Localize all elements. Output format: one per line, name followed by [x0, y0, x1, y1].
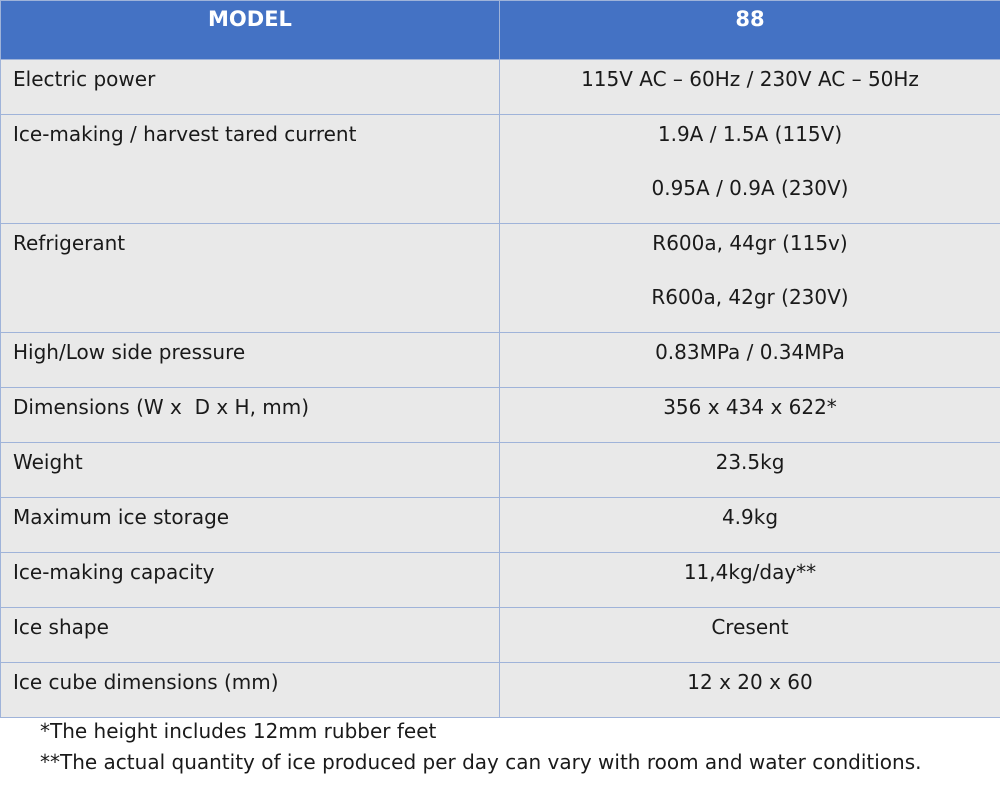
row-value: 12 x 20 x 60 — [687, 670, 813, 694]
row-value-cell — [500, 60, 1000, 115]
row-value: R600a, 42gr (230V) — [651, 285, 849, 309]
row-value-cell — [500, 388, 1000, 443]
row-value-cell — [500, 553, 1000, 608]
table-row — [1, 608, 1000, 663]
footnote-height: *The height includes 12mm rubber feet — [40, 719, 437, 743]
row-value-cell — [500, 224, 1000, 333]
header-row — [1, 1, 1000, 60]
row-label-cell — [1, 224, 500, 333]
row-label: Ice-making / harvest tared current — [13, 122, 357, 146]
row-value: 115V AC – 60Hz / 230V AC – 50Hz — [581, 67, 919, 91]
table-row — [1, 553, 1000, 608]
row-value: 356 x 434 x 622* — [663, 395, 837, 419]
header-model — [1, 1, 500, 60]
footnote-capacity: **The actual quantity of ice produced per day can vary with room and water conditions. — [40, 750, 922, 774]
row-value-cell — [500, 333, 1000, 388]
row-value-cell — [500, 663, 1000, 718]
row-label-cell — [1, 333, 500, 388]
row-value: 11,4kg/day** — [683, 560, 817, 584]
row-label: Dimensions (W x D x H, mm) — [13, 395, 310, 419]
row-value-cell — [500, 498, 1000, 553]
row-label: Ice shape — [13, 615, 109, 639]
row-label-cell — [1, 498, 500, 553]
table-row — [1, 663, 1000, 718]
row-label: Weight — [13, 450, 83, 474]
row-value-cell — [500, 115, 1000, 224]
row-value-cell — [500, 608, 1000, 663]
row-label: High/Low side pressure — [13, 340, 246, 364]
row-label-cell — [1, 608, 500, 663]
table-row — [1, 443, 1000, 498]
row-label-cell — [1, 388, 500, 443]
header-model-number-label: 88 — [735, 7, 765, 31]
table-row — [1, 333, 1000, 388]
row-value: 4.9kg — [721, 505, 779, 529]
row-label-cell — [1, 443, 500, 498]
table-row — [1, 498, 1000, 553]
row-label: Electric power — [13, 67, 156, 91]
row-label-cell — [1, 663, 500, 718]
table-row — [1, 224, 1000, 333]
row-value: 0.95A / 0.9A (230V) — [651, 176, 849, 200]
header-model-number — [500, 1, 1000, 60]
row-label-cell — [1, 60, 500, 115]
row-value: Cresent — [711, 615, 789, 639]
header-model-label: MODEL — [208, 7, 292, 31]
footnotes — [40, 716, 922, 778]
row-label-cell — [1, 115, 500, 224]
table-row — [1, 60, 1000, 115]
row-value: 23.5kg — [715, 450, 785, 474]
row-value: 1.9A / 1.5A (115V) — [657, 122, 843, 146]
row-label: Maximum ice storage — [13, 505, 230, 529]
row-label: Ice-making capacity — [13, 560, 215, 584]
table-row — [1, 115, 1000, 224]
row-value: R600a, 44gr (115v) — [652, 231, 848, 255]
row-label-cell — [1, 553, 500, 608]
table-row — [1, 388, 1000, 443]
row-value: 0.83MPa / 0.34MPa — [655, 340, 845, 364]
row-value-cell — [500, 443, 1000, 498]
row-label: Ice cube dimensions (mm) — [13, 670, 279, 694]
row-label: Refrigerant — [13, 231, 126, 255]
